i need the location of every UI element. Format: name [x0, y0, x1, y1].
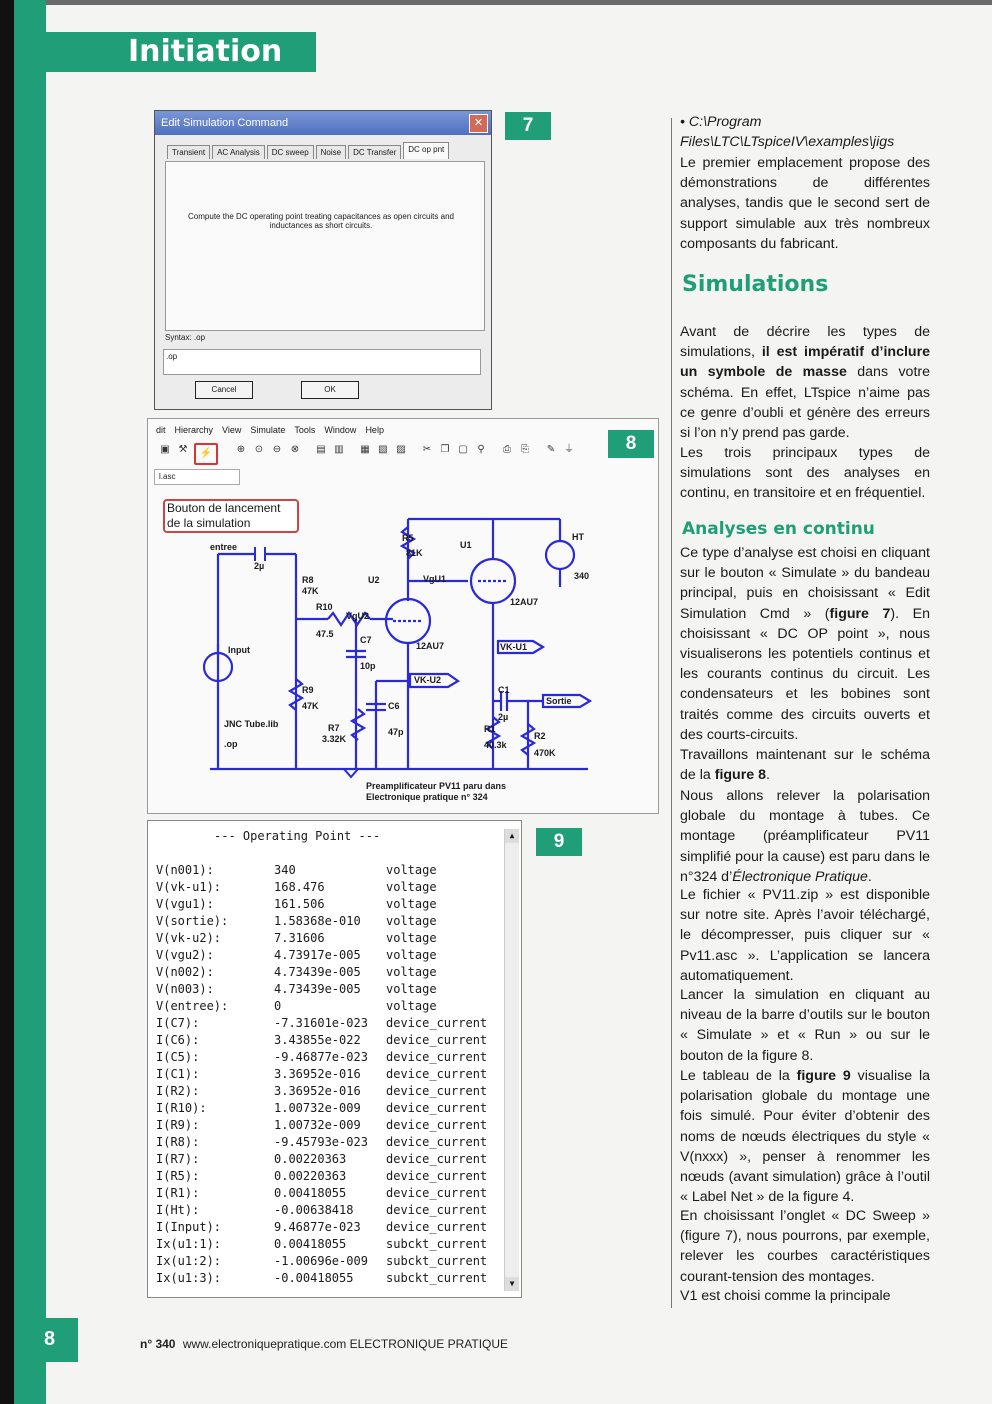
- ok-button[interactable]: OK: [301, 381, 359, 399]
- tab-dc-transfer[interactable]: DC Transfer: [348, 145, 401, 159]
- page-number: 8: [44, 1328, 56, 1350]
- tab-noise[interactable]: Noise: [316, 145, 346, 159]
- wire-icon[interactable]: ✎: [546, 444, 556, 455]
- run-callout: Bouton de lancement de la simulation: [163, 499, 299, 533]
- edit-simulation-dialog: [154, 110, 492, 410]
- op-unit: device_current: [386, 1033, 488, 1047]
- op-unit: subckt_current: [386, 1271, 488, 1285]
- label-r9: R9: [302, 685, 314, 695]
- label-r7: R7: [328, 723, 340, 733]
- zoom-out-icon[interactable]: ⊖: [272, 444, 282, 455]
- op-row: [156, 948, 496, 965]
- scroll-up-icon[interactable]: ▲: [505, 829, 519, 843]
- column-rule: [671, 118, 672, 1308]
- op-row: [156, 1203, 496, 1220]
- label-c-in: 2µ: [254, 561, 265, 571]
- operating-point-title: --- Operating Point ---: [214, 829, 381, 843]
- op-row: [156, 1271, 496, 1288]
- op-row: [156, 1254, 496, 1271]
- op-row: [156, 1084, 496, 1101]
- cascade-icon[interactable]: ▥: [334, 444, 344, 455]
- label-ht: HT: [572, 532, 584, 542]
- op-node: I(R8):: [156, 1135, 200, 1149]
- op-value: 161.506: [274, 897, 325, 911]
- op-unit: voltage: [386, 931, 437, 945]
- op-node: I(C7):: [156, 1016, 200, 1030]
- window-icon[interactable]: ▦: [360, 444, 370, 455]
- figure-number-7: 7: [505, 112, 551, 140]
- circuit-diagram: [148, 419, 658, 813]
- label-r1-value: 40.3k: [484, 740, 507, 750]
- op-value: 3.36952e-016: [274, 1084, 361, 1098]
- paragraph-5-part-1: Travaillons maintenant sur le schéma de la: [680, 747, 930, 784]
- paragraph-9-figure-ref: figure 9: [796, 1068, 851, 1084]
- op-row: [156, 1067, 496, 1084]
- section-title: Initiation: [128, 34, 283, 69]
- op-unit: device_current: [386, 1016, 488, 1030]
- op-node: I(R1):: [156, 1186, 200, 1200]
- menu-edit[interactable]: dit: [156, 425, 166, 435]
- label-input: Input: [228, 645, 250, 655]
- close-icon[interactable]: ✕: [469, 114, 488, 133]
- paragraph-8: Lancer la simulation en cliquant au niveau de la barre d’outils sur le bouton « Simulate » et « Run » ou sur le bouton de la figure 8.: [680, 987, 930, 1064]
- label-c1-value: 2µ: [498, 712, 509, 722]
- op-value: 0.00220363: [274, 1152, 347, 1166]
- schematic-caption: Preamplificateur PV11 paru dans Electronique pratique n° 324: [366, 781, 507, 802]
- op-unit: subckt_current: [386, 1237, 488, 1251]
- label-r5: R5: [402, 533, 414, 543]
- ltspice-schematic-window: [147, 418, 659, 814]
- label-r8: R8: [302, 575, 314, 585]
- label-op: .op: [224, 739, 238, 749]
- op-value: 340: [274, 863, 296, 877]
- op-value: 7.31606: [274, 931, 325, 945]
- zoom-in-icon[interactable]: ⊕: [236, 444, 246, 455]
- op-unit: device_current: [386, 1135, 488, 1149]
- page-side-band: [14, 0, 46, 1404]
- label-r10: R10: [316, 602, 333, 612]
- op-row: [156, 1033, 496, 1050]
- op-value: 0: [274, 999, 282, 1013]
- label-u1-type: 12AU7: [510, 597, 539, 607]
- op-node: I(R9):: [156, 1118, 200, 1132]
- heading-analyses-continu: Analyses en continu: [682, 519, 875, 539]
- op-value: 4.73439e-005: [274, 965, 361, 979]
- ground-icon[interactable]: ⏚: [564, 444, 574, 455]
- op-node: Ix(u1:3):: [156, 1271, 222, 1285]
- paragraph-2: [680, 322, 930, 443]
- label-r9-value: 47K: [302, 701, 319, 711]
- op-node: I(C1):: [156, 1067, 200, 1081]
- paragraph-4: [680, 543, 930, 745]
- op-node: I(R5):: [156, 1169, 200, 1183]
- section-header: [14, 32, 316, 72]
- op-unit: device_current: [386, 1067, 488, 1081]
- op-node: I(R7):: [156, 1152, 200, 1166]
- op-row: [156, 931, 496, 948]
- op-value: 4.73917e-005: [274, 948, 361, 962]
- op-unit: device_current: [386, 1118, 488, 1132]
- op-row: [156, 1237, 496, 1254]
- op-unit: voltage: [386, 965, 437, 979]
- control-panel-icon[interactable]: ⚒: [178, 444, 188, 455]
- op-unit: voltage: [386, 863, 437, 877]
- label-c6-value: 47p: [388, 727, 404, 737]
- op-node: V(vgu2):: [156, 948, 214, 962]
- paragraph-9: [680, 1066, 930, 1207]
- op-node: V(entree):: [156, 999, 229, 1013]
- menu-help[interactable]: Help: [365, 425, 384, 435]
- label-r10-value: 47.5: [316, 629, 334, 639]
- dialog-panel: [165, 161, 485, 331]
- op-unit: voltage: [386, 897, 437, 911]
- op-node: V(vk-u1):: [156, 880, 222, 894]
- path-bullet: • C:\Program Files\LTC\LTspiceIV\examples\jigs: [680, 114, 895, 151]
- menu-simulate[interactable]: Simulate: [250, 425, 286, 435]
- paragraph-4-part-1: Ce type d’analyse est choisi en cliquant sur le bouton « Simulate » du bandeau principal, puis en choisissant « Edit Simulation Cmd » (: [680, 545, 930, 622]
- paragraph-1: Le premier emplacement propose des démonstrations de différentes analyses, tandis que le second sert de support simulable aux très nombreux composants du fabricant.: [680, 155, 930, 252]
- paragraph-9-part-2: visualise la polarisation globale du montage une fois simulé. Pour éviter d’obtenir des noms de nœuds électriques du style « V(nxxx) », penser à renommer les nœuds (avant simulation) grâce à l’outil « Label Net » de la figure 4.: [680, 1068, 930, 1206]
- paragraph-2-emphasis: il est impératif d’inclure un symbole de masse: [680, 344, 930, 381]
- op-unit: device_current: [386, 1169, 488, 1183]
- tab-dc-op-pnt[interactable]: DC op pnt: [403, 142, 449, 159]
- footer-site: www.electroniquepratique.com ELECTRONIQUE PRATIQUE: [182, 1337, 509, 1351]
- op-unit: voltage: [386, 999, 437, 1013]
- label-vgu1: VgU1: [423, 574, 447, 584]
- op-unit: device_current: [386, 1220, 488, 1234]
- paragraph-4-figure-ref: figure 7: [829, 605, 891, 622]
- op-value: 4.73439e-005: [274, 982, 361, 996]
- label-r7-value: 3.32K: [322, 734, 347, 744]
- op-unit: device_current: [386, 1152, 488, 1166]
- label-ht-value: 340: [574, 571, 590, 581]
- paste-icon[interactable]: ▢: [458, 444, 468, 455]
- op-row: [156, 1135, 496, 1152]
- op-row: [156, 914, 496, 931]
- page-edge-bar: [0, 0, 14, 1404]
- op-node: V(n003):: [156, 982, 214, 996]
- operating-point-list: [156, 863, 496, 1288]
- op-unit: device_current: [386, 1186, 488, 1200]
- paragraph-11: V1 est choisi comme la principale: [680, 1288, 891, 1304]
- window3-icon[interactable]: ▨: [396, 444, 406, 455]
- dialog-tabs: [167, 145, 451, 159]
- find-icon[interactable]: ⚲: [477, 444, 485, 455]
- op-row: [156, 999, 496, 1016]
- footer-issue: n° 340: [140, 1337, 176, 1351]
- op-node: Ix(u1:2):: [156, 1254, 222, 1268]
- paragraph-6-magazine: Électronique Pratique: [732, 868, 868, 885]
- figure-number-9: 9: [536, 828, 582, 856]
- op-node: I(Ht):: [156, 1203, 200, 1217]
- op-value: -7.31601e-023: [274, 1016, 368, 1030]
- op-node: Ix(u1:1):: [156, 1237, 222, 1251]
- dialog-title: Edit Simulation Command: [155, 111, 491, 135]
- op-node: V(vgu1):: [156, 897, 214, 911]
- op-row: [156, 1169, 496, 1186]
- op-value: 168.476: [274, 880, 325, 894]
- net-vk-u1: VK-U1: [500, 642, 528, 652]
- pan-icon[interactable]: ⊙: [254, 444, 264, 455]
- scroll-down-icon[interactable]: ▼: [505, 1277, 519, 1291]
- op-node: I(Input):: [156, 1220, 222, 1234]
- label-c7: C7: [360, 635, 372, 645]
- tab-transient[interactable]: Transient: [167, 145, 210, 159]
- op-value: -1.00696e-009: [274, 1254, 368, 1268]
- label-vgu2: VgU2: [346, 611, 370, 621]
- window2-icon[interactable]: ▧: [378, 444, 388, 455]
- op-row: [156, 965, 496, 982]
- command-input[interactable]: .op: [163, 349, 481, 375]
- label-jnc-lib: JNC Tube.lib: [224, 719, 279, 729]
- op-node: I(C6):: [156, 1033, 200, 1047]
- label-c7-value: 10p: [360, 661, 376, 671]
- op-node: I(C5):: [156, 1050, 200, 1064]
- op-value: -0.00638418: [274, 1203, 354, 1217]
- op-node: V(n002):: [156, 965, 214, 979]
- op-node: V(n001):: [156, 863, 214, 877]
- op-value: -9.46877e-023: [274, 1050, 368, 1064]
- op-value: -9.45793e-023: [274, 1135, 368, 1149]
- copy-icon[interactable]: ❐: [440, 444, 450, 455]
- op-unit: device_current: [386, 1084, 488, 1098]
- operating-point-window: [147, 820, 522, 1298]
- paragraph-10: En choisissant l’onglet « DC Sweep » (figure 7), nous pourrons, par exemple, relever les courbes caractéristiques courant-tension des montages.: [680, 1208, 930, 1285]
- label-r5-value: 81K: [406, 548, 423, 558]
- save-icon[interactable]: ▣: [160, 444, 170, 455]
- run-simulation-icon[interactable]: ⚡: [194, 443, 218, 465]
- op-value: 9.46877e-023: [274, 1220, 361, 1234]
- paragraph-7: Le fichier « PV11.zip » est disponible sur notre site. Après l’avoir téléchargé, le décompresser, puis cliquer sur « Pv11.asc ». L’application se lancera automatiquement.: [680, 887, 930, 984]
- op-value: 1.00732e-009: [274, 1101, 361, 1115]
- op-unit: device_current: [386, 1203, 488, 1217]
- op-row: [156, 1050, 496, 1067]
- op-row: [156, 982, 496, 999]
- zoom-fit-icon[interactable]: ⊗: [290, 444, 300, 455]
- op-unit: device_current: [386, 1101, 488, 1115]
- op-row: [156, 1016, 496, 1033]
- label-entree: entree: [210, 542, 238, 552]
- tab-ac-analysis[interactable]: AC Analysis: [212, 145, 265, 159]
- label-r8-value: 47K: [302, 586, 319, 596]
- op-row: [156, 880, 496, 897]
- op-row: [156, 1186, 496, 1203]
- label-u2-type: 12AU7: [416, 641, 445, 651]
- label-c6: C6: [388, 701, 400, 711]
- op-node: I(R2):: [156, 1084, 200, 1098]
- op-row: [156, 1220, 496, 1237]
- tab-dc-sweep[interactable]: DC sweep: [267, 145, 314, 159]
- cancel-button[interactable]: Cancel: [195, 381, 253, 399]
- paragraph-5: Travaillons maintenant sur le schéma de la figure 8.: [680, 747, 930, 784]
- paragraph-9-part-1: Le tableau de la: [680, 1068, 790, 1084]
- cut-icon[interactable]: ✂: [422, 444, 432, 455]
- paragraph-2-part-1: Avant de décrire les types de simulations,: [680, 324, 930, 361]
- op-value: 0.00418055: [274, 1237, 347, 1251]
- label-r2-value: 470K: [534, 748, 556, 758]
- menu-view[interactable]: View: [222, 425, 242, 435]
- label-u1: U1: [460, 540, 472, 550]
- op-node: I(R10):: [156, 1101, 207, 1115]
- paragraph-2-part-2: dans votre schéma. En effet, LTspice n’aime pas ce genre d’oubli et génère des erreurs si l’on n’y prend pas garde.: [680, 364, 930, 442]
- op-row: [156, 1152, 496, 1169]
- menu-hierarchy[interactable]: Hierarchy: [174, 425, 214, 435]
- label-c1: C1: [498, 685, 510, 695]
- paragraph-6: Nous allons relever la polarisation globale du montage à tubes. Ce montage (préamplificateur PV11 simplifié pour la cause) est paru dans le n°324 d’Électronique Pratique.: [680, 788, 930, 885]
- op-value: 0.00220363: [274, 1169, 347, 1183]
- page-number-box: [14, 1318, 78, 1362]
- op-unit: voltage: [386, 948, 437, 962]
- op-unit: device_current: [386, 1050, 488, 1064]
- op-unit: voltage: [386, 880, 437, 894]
- label-r1: R1: [484, 724, 496, 734]
- menu-tools[interactable]: Tools: [294, 425, 316, 435]
- analysis-description: Compute the DC operating point treating capacitances as open circuits and inductances as short circuits.: [188, 212, 454, 230]
- top-rule: [46, 0, 992, 5]
- paragraph-3: Les trois principaux types de simulations sont des analyses en continu, en transitoire et en fréquentiel.: [680, 445, 930, 502]
- syntax-label: Syntax: .op: [165, 333, 206, 342]
- op-unit: voltage: [386, 914, 437, 928]
- op-value: 1.00732e-009: [274, 1118, 361, 1132]
- op-value: 3.43855e-022: [274, 1033, 361, 1047]
- print-setup-icon[interactable]: ⎙: [503, 444, 511, 455]
- print-icon[interactable]: ⎘: [521, 444, 529, 455]
- net-sortie: Sortie: [546, 696, 572, 706]
- heading-simulations: Simulations: [682, 272, 829, 297]
- op-row: [156, 1101, 496, 1118]
- footer: [140, 1337, 508, 1351]
- tile-icon[interactable]: ▤: [316, 444, 326, 455]
- op-unit: subckt_current: [386, 1254, 488, 1268]
- scrollbar[interactable]: [504, 829, 519, 1291]
- op-node: V(vk-u2):: [156, 931, 222, 945]
- file-tab[interactable]: l.asc: [154, 469, 240, 485]
- paragraph-5-figure-ref: figure 8: [714, 767, 766, 784]
- op-row: [156, 1118, 496, 1135]
- op-value: 3.36952e-016: [274, 1067, 361, 1081]
- menu-window[interactable]: Window: [324, 425, 357, 435]
- op-row: [156, 897, 496, 914]
- net-vk-u2: VK-U2: [414, 675, 442, 685]
- paragraph-6-part-1: Nous allons relever la polarisation globale du montage à tubes. Ce montage (préamplificateur PV11 simplifié pour la cause) est paru dans le n°324 d’: [680, 788, 930, 885]
- op-value: 1.58368e-010: [274, 914, 361, 928]
- op-node: V(sortie):: [156, 914, 229, 928]
- op-value: 0.00418055: [274, 1186, 347, 1200]
- op-value: -0.00418055: [274, 1271, 354, 1285]
- op-unit: voltage: [386, 982, 437, 996]
- figure-number-8: 8: [608, 430, 654, 458]
- paragraph-4-part-2: ). En choisissant « DC OP point », nous visualiserons les potentiels continus et les courants continus du circuit. Les condensateurs et les bobines sont traités comme des circuits ouverts et des courts-circuits.: [680, 605, 930, 743]
- op-row: [156, 863, 496, 880]
- label-u2: U2: [368, 575, 380, 585]
- label-r2: R2: [534, 731, 546, 741]
